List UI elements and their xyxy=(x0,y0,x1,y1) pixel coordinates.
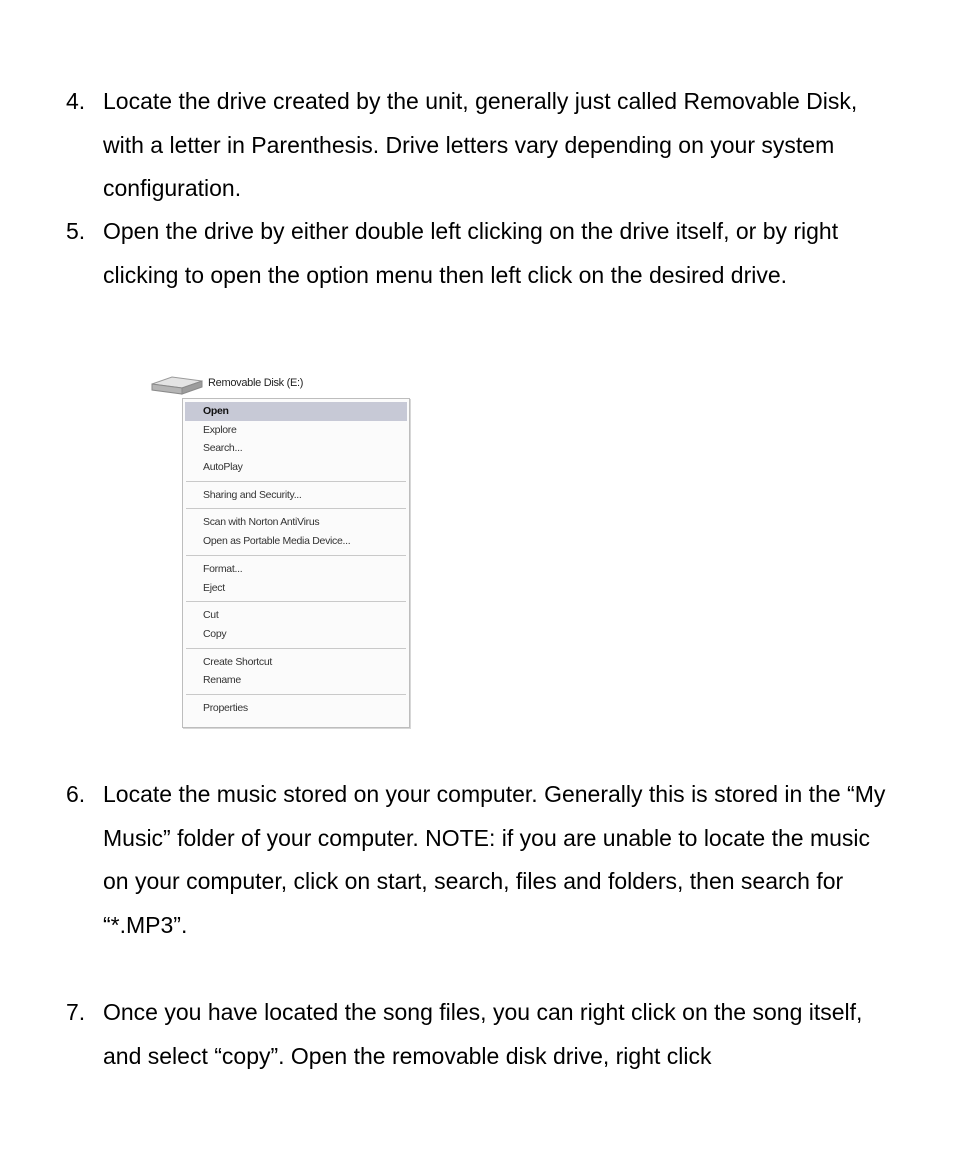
menu-item-open-portable-media[interactable]: Open as Portable Media Device... xyxy=(203,535,351,548)
context-menu-screenshot xyxy=(148,368,418,730)
menu-separator xyxy=(186,508,406,509)
menu-item-sharing-security[interactable]: Sharing and Security... xyxy=(203,488,302,501)
step-text: Locate the drive created by the unit, generally just called Removable Disk, with a letter in Parenthesis. Drive letters vary depending on your system configuration. xyxy=(103,88,858,201)
menu-separator xyxy=(186,481,406,482)
menu-item-cut[interactable]: Cut xyxy=(203,609,219,622)
step-text: Locate the music stored on your computer. Generally this is stored in the “My Music” folder of your computer. NOTE: if you are unable to locate the music on your computer, click on start, search, files and folders, then search for “*.MP3”. xyxy=(103,781,886,938)
removable-drive-icon xyxy=(150,374,204,396)
instruction-step-4 xyxy=(66,80,896,211)
menu-item-copy[interactable]: Copy xyxy=(203,627,227,640)
drive-label: Removable Disk (E:) xyxy=(208,377,304,389)
step-text: Open the drive by either double left clicking on the drive itself, or by right clicking to open the option menu then left click on the desired drive. xyxy=(103,218,839,288)
menu-separator xyxy=(186,694,406,695)
menu-item-format[interactable]: Format... xyxy=(203,562,243,575)
menu-item-create-shortcut[interactable]: Create Shortcut xyxy=(203,655,273,668)
step-number: 6. xyxy=(66,781,86,807)
menu-separator xyxy=(186,648,406,649)
context-menu xyxy=(182,398,410,728)
instruction-step-6 xyxy=(66,773,896,947)
menu-item-rename[interactable]: Rename xyxy=(203,674,241,687)
menu-item-eject[interactable]: Eject xyxy=(203,581,225,594)
instruction-step-7 xyxy=(66,991,896,1078)
instruction-step-5 xyxy=(66,210,896,297)
step-number: 4. xyxy=(66,88,86,114)
menu-separator xyxy=(186,601,406,602)
step-number: 7. xyxy=(66,999,86,1025)
menu-item-scan-norton[interactable]: Scan with Norton AntiVirus xyxy=(203,516,320,529)
menu-item-autoplay[interactable]: AutoPlay xyxy=(203,461,243,474)
menu-item-properties[interactable]: Properties xyxy=(203,701,248,714)
menu-separator xyxy=(186,555,406,556)
step-number: 5. xyxy=(66,218,86,244)
menu-item-explore[interactable]: Explore xyxy=(203,423,237,436)
menu-item-search[interactable]: Search... xyxy=(203,442,243,455)
menu-item-open[interactable]: Open xyxy=(185,402,407,421)
step-text: Once you have located the song files, you can right click on the song itself, and select “copy”. Open the removable disk drive, right click xyxy=(103,999,863,1069)
